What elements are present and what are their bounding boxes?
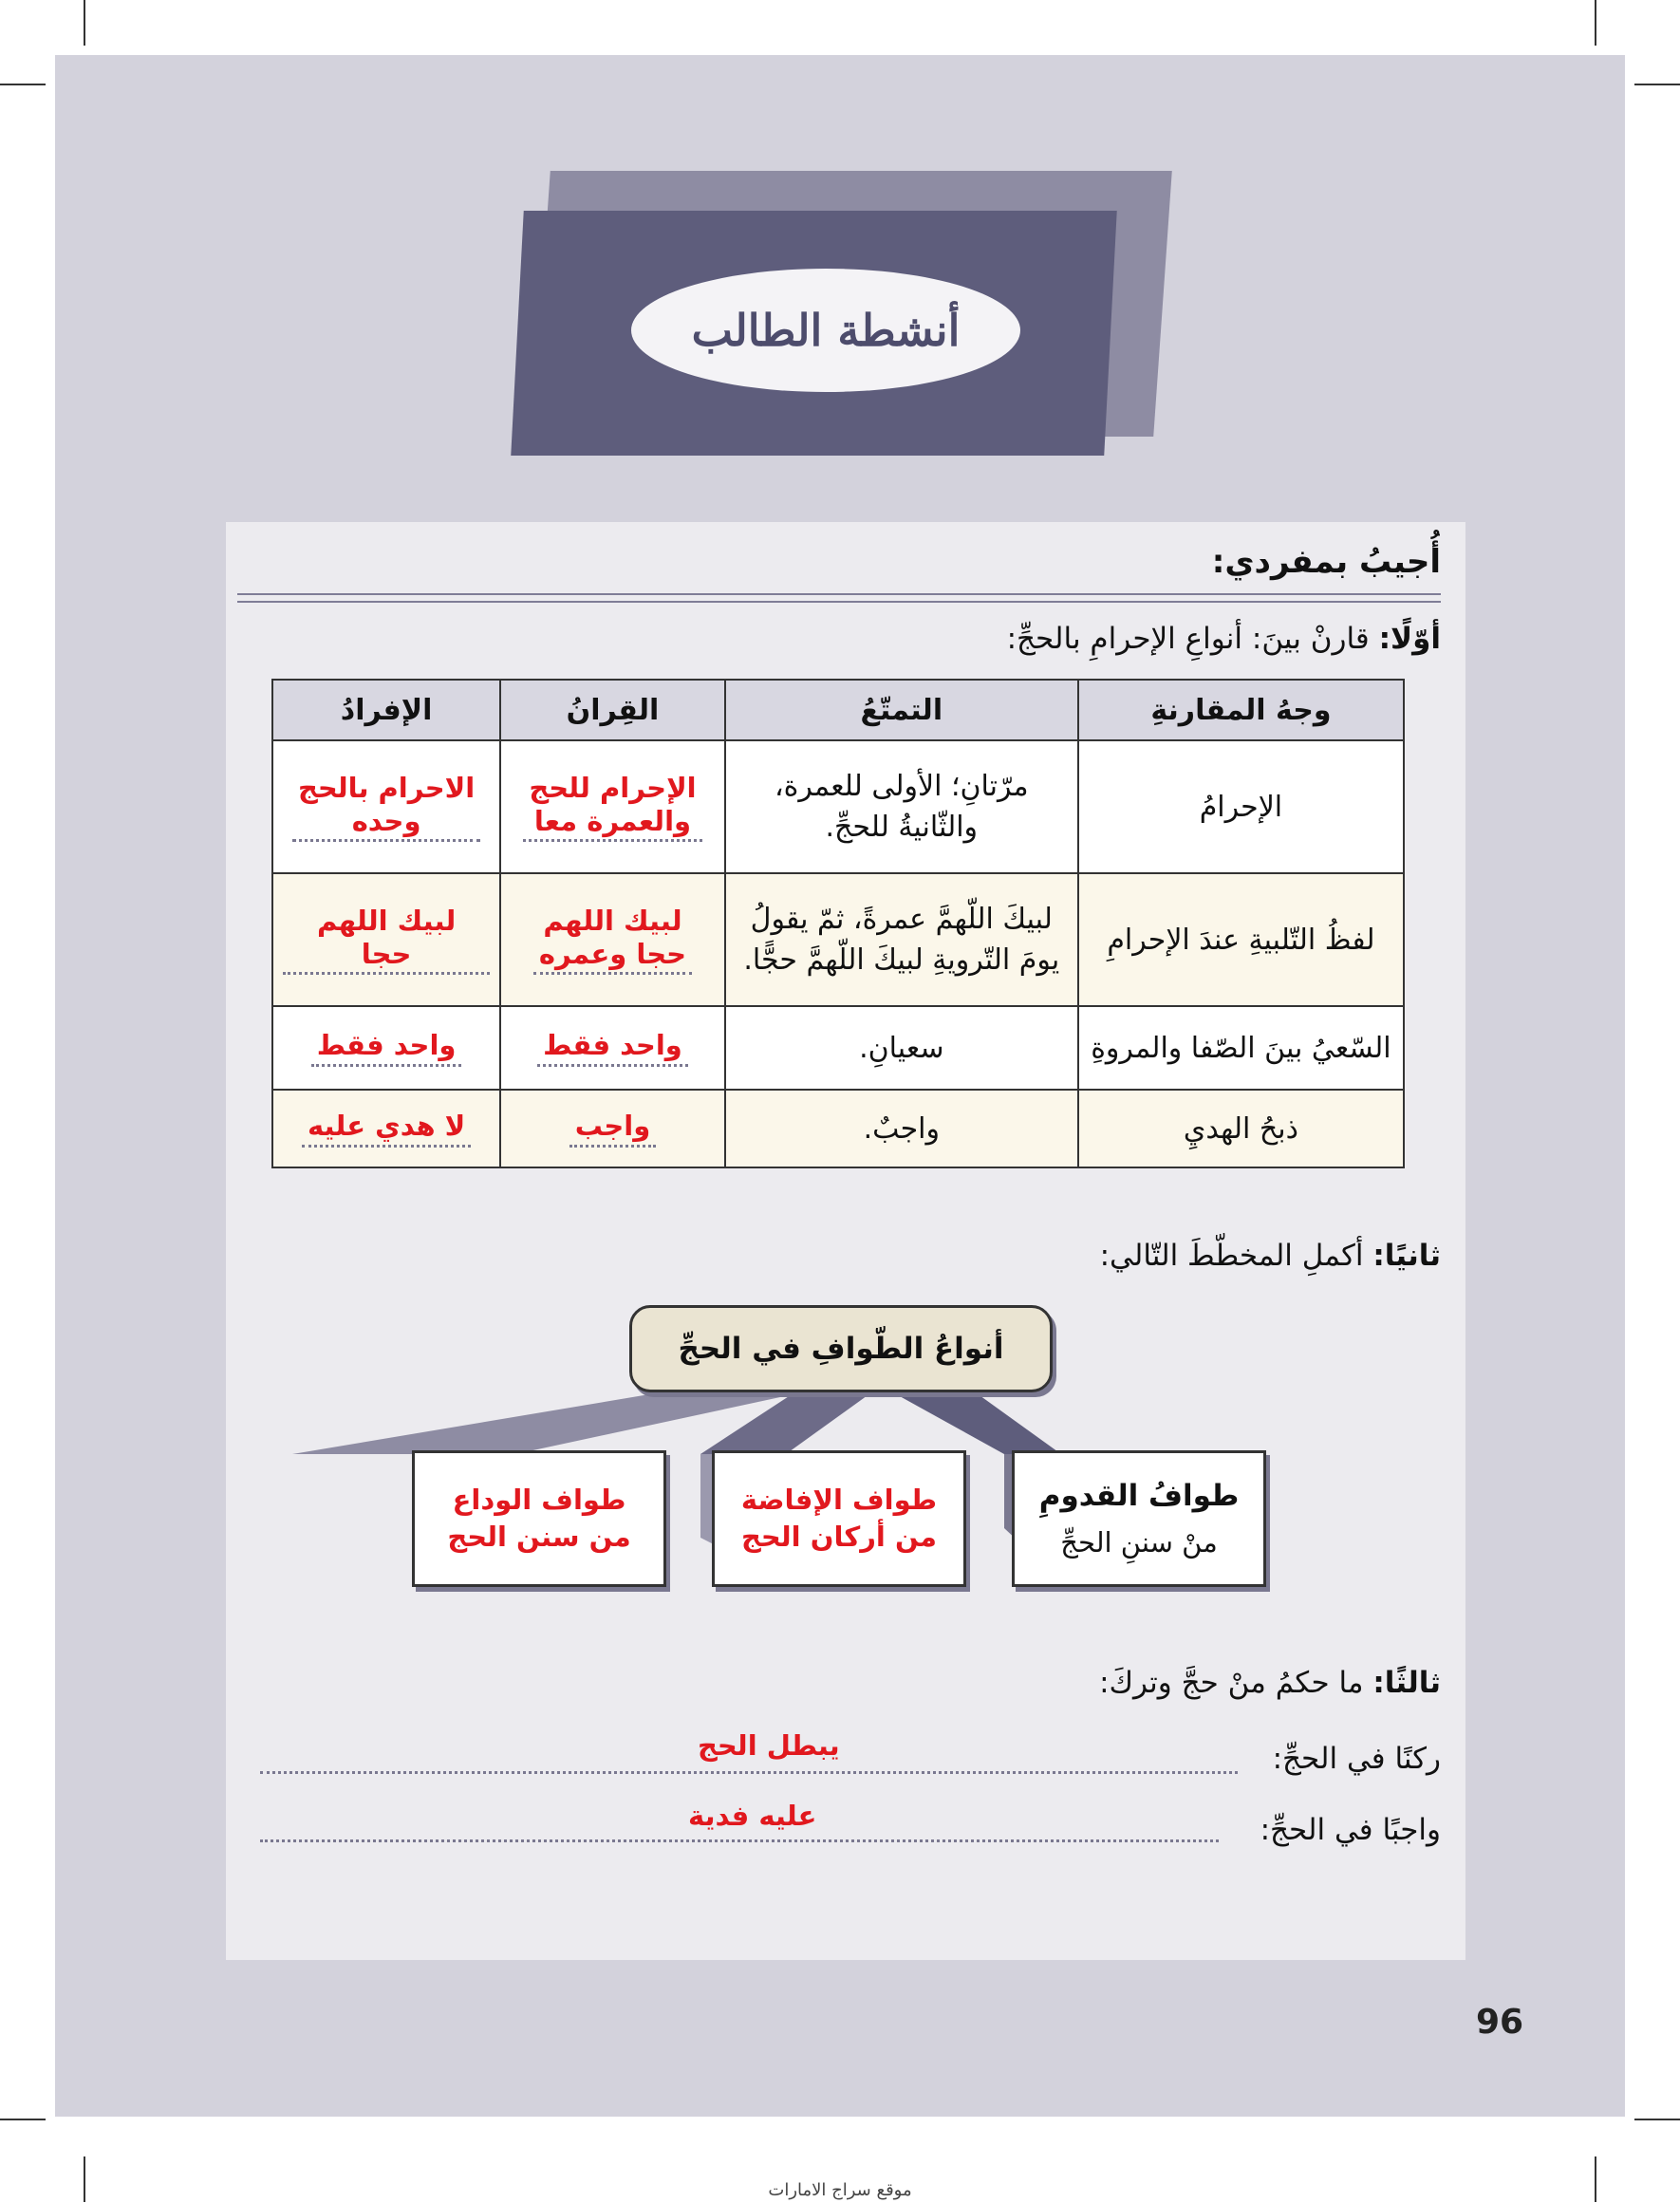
cell-line: لبيكَ اللّهمَّ عمرةً، ثمّ يقولُ (750, 903, 1053, 936)
answer-text: واجب (569, 1110, 657, 1147)
activity-panel (226, 522, 1465, 1960)
fill-item-label: ركنًا في الحجِّ: (1272, 1742, 1441, 1776)
fill-item-label: واجبًا في الحجِّ: (1260, 1813, 1441, 1847)
fill-line[interactable] (260, 1771, 1238, 1774)
question-1-label: أوّلًا: (1378, 622, 1441, 656)
table-cell-aspect: ذبحُ الهديِ (1078, 1090, 1404, 1167)
question-3 (1099, 1666, 1441, 1700)
answer-line: من أركان الحج (740, 1521, 938, 1553)
section-title: أُجيبُ بمفردي: (1211, 543, 1441, 581)
crop-mark (0, 84, 46, 85)
fill-answer: يبطل الحج (698, 1729, 840, 1762)
table-cell-aspect: الإحرامُ (1078, 740, 1404, 873)
table-header: التمتّعُ (725, 680, 1078, 740)
fill-answer: عليه فدية (688, 1800, 817, 1832)
table-cell-tamattu: سعيانِ. (725, 1006, 1078, 1090)
table-cell-aspect: السّعيُ بينَ الصّفا والمروةِ (1078, 1006, 1404, 1090)
answer-line: لبيك اللهم (543, 905, 682, 938)
answer-line: والعمرة معا (533, 804, 692, 837)
page-number: 96 (1476, 2003, 1524, 2042)
crop-mark (0, 2119, 46, 2120)
crop-mark (1634, 2119, 1680, 2120)
diagram-box-ifada (712, 1450, 966, 1587)
answer-line: طواف الإفاضة (740, 1483, 938, 1516)
diagram-box-wada (412, 1450, 666, 1587)
box-sub: منْ سننِ الحجِّ (1060, 1526, 1218, 1559)
footer-text: موقع سراج الامارات (768, 2180, 912, 2200)
answer-line: وحده (351, 804, 421, 837)
crop-mark (1595, 0, 1596, 46)
cell-line: يومَ التّرويةِ لبيكَ اللّهمَّ حجًّا. (743, 943, 1060, 977)
fill-line[interactable] (260, 1839, 1219, 1842)
box-label: طوافُ القدومِ (1038, 1479, 1240, 1513)
table-header: القِرانُ (500, 680, 725, 740)
header-title-badge (631, 269, 1020, 392)
table-cell-tamattu: واجبٌ. (725, 1090, 1078, 1167)
answer-text: واحد فقط (311, 1029, 462, 1066)
answer-line: حجا وعمره (538, 937, 687, 970)
answer-line: الإحرام للحج (529, 772, 697, 805)
table-header: الإفرادُ (272, 680, 500, 740)
question-2-text: أكملِ المخطّطَ التّالي: (1099, 1239, 1373, 1273)
cell-line: مرّتانِ؛ الأولى للعمرة، (774, 770, 1029, 803)
diagram-box-qudum (1012, 1450, 1266, 1587)
table-header: وجهُ المقارنةِ (1078, 680, 1404, 740)
answer-line: من سنن الحج (447, 1521, 631, 1553)
answer-text: لبيك اللهم حجا (283, 905, 490, 974)
page-title: أنشطة الطالب (691, 305, 961, 356)
crop-mark (1634, 84, 1680, 85)
cell-line: والثّانيةُ للحجِّ. (825, 811, 979, 844)
connector (881, 1386, 1061, 1454)
question-3-text: ما حكمُ منْ حجَّ وتركَ: (1099, 1666, 1373, 1700)
question-2-label: ثانيًا: (1372, 1239, 1441, 1273)
question-1-text: قارنْ بينَ: أنواعِ الإحرامِ بالحجِّ: (1006, 622, 1379, 656)
answer-text: لا هدي عليه (302, 1110, 471, 1147)
question-3-label: ثالثًا: (1372, 1666, 1441, 1700)
answer-line: طواف الوداع (452, 1483, 626, 1516)
crop-mark (84, 0, 85, 46)
diagram-root: أنواعُ الطّوافِ في الحجِّ (629, 1305, 1053, 1392)
table-cell-aspect: لفظُ التّلبيةِ عندَ الإحرامِ (1078, 873, 1404, 1006)
answer-line: الاحرام بالحج (297, 772, 476, 805)
answer-text: واحد فقط (537, 1029, 688, 1066)
